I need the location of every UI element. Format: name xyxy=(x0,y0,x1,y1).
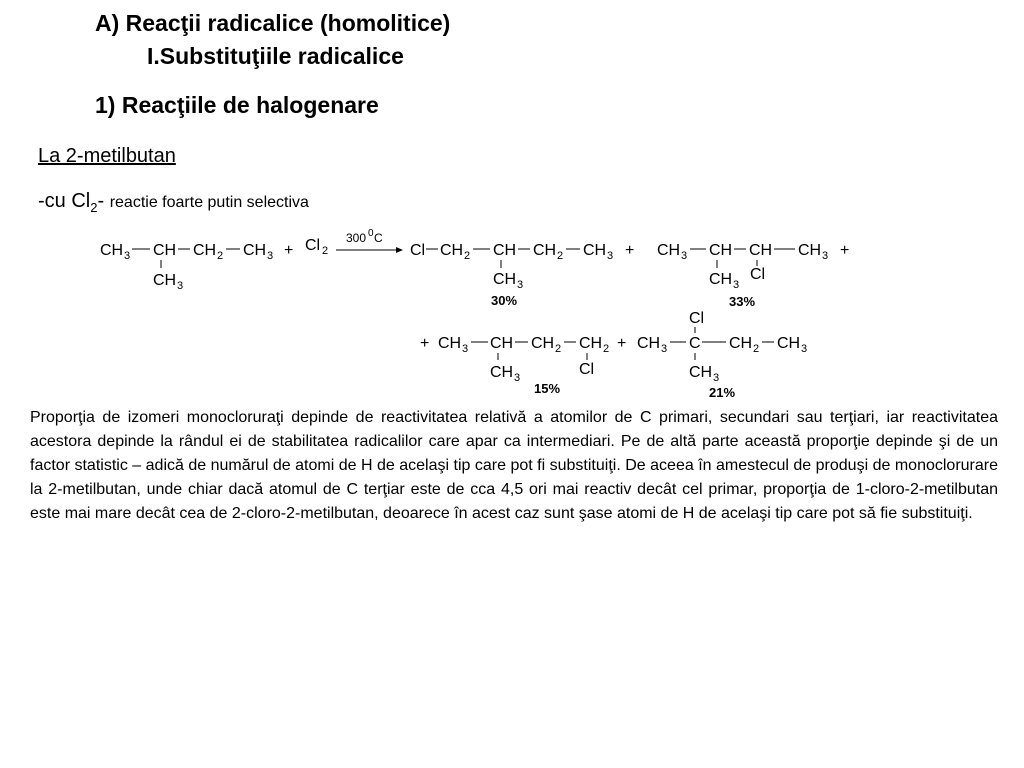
atom-cl: Cl xyxy=(750,266,766,283)
substrate-label: La 2-metilbutan xyxy=(38,145,176,167)
atom-ch3: CH xyxy=(657,242,681,259)
reagent-dash: - xyxy=(97,190,105,212)
plus-sign: + xyxy=(284,242,294,259)
heading-substitution: I.Substituţiile radicalice xyxy=(147,43,404,69)
selectivity-note: reactie foarte putin selectiva xyxy=(109,194,309,211)
subscript-2: 2 xyxy=(464,250,471,262)
atom-cl: Cl xyxy=(579,361,595,378)
plus-sign: + xyxy=(617,335,627,352)
condition-temperature: 300 xyxy=(346,231,367,245)
reagent-subscript: 2 xyxy=(90,200,98,215)
yield-product-4: 21% xyxy=(709,385,736,400)
plus-sign: + xyxy=(420,335,430,352)
atom-ch3-branch: CH xyxy=(153,272,177,289)
atom-ch2: CH xyxy=(193,242,217,259)
subscript-3: 3 xyxy=(733,279,740,291)
product-2-chloro-3-methylbutane xyxy=(657,242,828,309)
subscript-3: 3 xyxy=(801,343,808,355)
atom-ch2: CH xyxy=(440,242,464,259)
atom-ch: CH xyxy=(153,242,177,259)
atom-ch: CH xyxy=(709,242,733,259)
atom-ch3: CH xyxy=(100,242,124,259)
atom-c: C xyxy=(689,335,701,352)
atom-ch: CH xyxy=(490,335,514,352)
product-2-chloro-2-methylbutane xyxy=(617,310,807,400)
yield-product-1: 30% xyxy=(491,293,518,308)
heading-reaction-type: A) Reacţii radicalice (homolitice) xyxy=(95,10,451,36)
product-1-chloro-2-methylbutane xyxy=(410,242,613,308)
plus-sign: + xyxy=(840,242,850,259)
atom-ch3: CH xyxy=(438,335,462,352)
atom-ch2: CH xyxy=(531,335,555,352)
reagent-arrow xyxy=(305,228,403,257)
product-1-chloro-3-methylbutane xyxy=(420,335,609,396)
subscript-3: 3 xyxy=(514,372,521,384)
subscript-3: 3 xyxy=(661,343,668,355)
atom-ch3-branch: CH xyxy=(490,364,514,381)
atom-ch3: CH xyxy=(798,242,822,259)
plus-sign: + xyxy=(625,242,635,259)
atom-ch3: CH xyxy=(637,335,661,352)
atom-cl: Cl xyxy=(689,310,705,327)
subscript-3: 3 xyxy=(462,343,469,355)
subscript-3: 3 xyxy=(822,250,829,262)
atom-cl: Cl xyxy=(410,242,426,259)
reagent-cl2: Cl xyxy=(305,237,321,254)
subscript-2: 2 xyxy=(322,245,329,257)
subscript-3: 3 xyxy=(607,250,614,262)
subscript-2: 2 xyxy=(603,343,610,355)
atom-ch3-branch: CH xyxy=(689,364,713,381)
atom-ch2: CH xyxy=(579,335,603,352)
reaction-arrow-head xyxy=(396,247,403,253)
subscript-2: 2 xyxy=(557,250,564,262)
atom-ch3-branch: CH xyxy=(493,271,517,288)
subscript-2: 2 xyxy=(217,250,224,262)
subscript-3: 3 xyxy=(517,279,524,291)
subscript-3: 3 xyxy=(267,250,274,262)
subscript-3: 3 xyxy=(177,280,184,292)
heading-halogenation: 1) Reacţiile de halogenare xyxy=(95,92,379,118)
reagent-prefix: -cu Cl xyxy=(38,190,91,212)
superscript-0: 0 xyxy=(368,228,374,239)
atom-ch2: CH xyxy=(729,335,753,352)
subscript-3: 3 xyxy=(681,250,688,262)
atom-ch3: CH xyxy=(777,335,801,352)
explanation-paragraph: Proporţia de izomeri monocloruraţi depinde de reactivitatea relativă a atomilor de C primari, secundari sau terţiari, iar reactivitatea acestora depinde la rândul ei de stabilitatea radicalilor care apar ca intermediari. Pe de altă parte această proporţie depinde şi de un factor statistic – adică de numărul de atomi de H de acelaşi tip care pot fi substituiţi. De aceea în amestecul de produşi de monoclorurare la 2-metilbutan, unde chiar dacă atomul de C terţiar este de cca 4,5 ori mai reactiv decât cel primar, proporţia de 1-cloro-2-metilbutan este mai mare decât cea de 2-cloro-2-metilbutan, deoarece în acest caz sunt şase atomi de H de acelaşi tip care pot să fie substituiţi. xyxy=(30,409,998,522)
condition-unit: C xyxy=(374,231,383,245)
atom-ch3: CH xyxy=(583,242,607,259)
subscript-3: 3 xyxy=(713,372,720,384)
atom-ch3-branch: CH xyxy=(709,271,733,288)
subscript-2: 2 xyxy=(555,343,562,355)
yield-product-3: 15% xyxy=(534,381,561,396)
reactant-2-methylbutane xyxy=(100,242,273,292)
subscript-3: 3 xyxy=(124,250,131,262)
atom-ch: CH xyxy=(493,242,517,259)
atom-ch2: CH xyxy=(533,242,557,259)
subscript-2: 2 xyxy=(753,343,760,355)
atom-ch: CH xyxy=(749,242,773,259)
yield-product-2: 33% xyxy=(729,294,756,309)
atom-ch3: CH xyxy=(243,242,267,259)
